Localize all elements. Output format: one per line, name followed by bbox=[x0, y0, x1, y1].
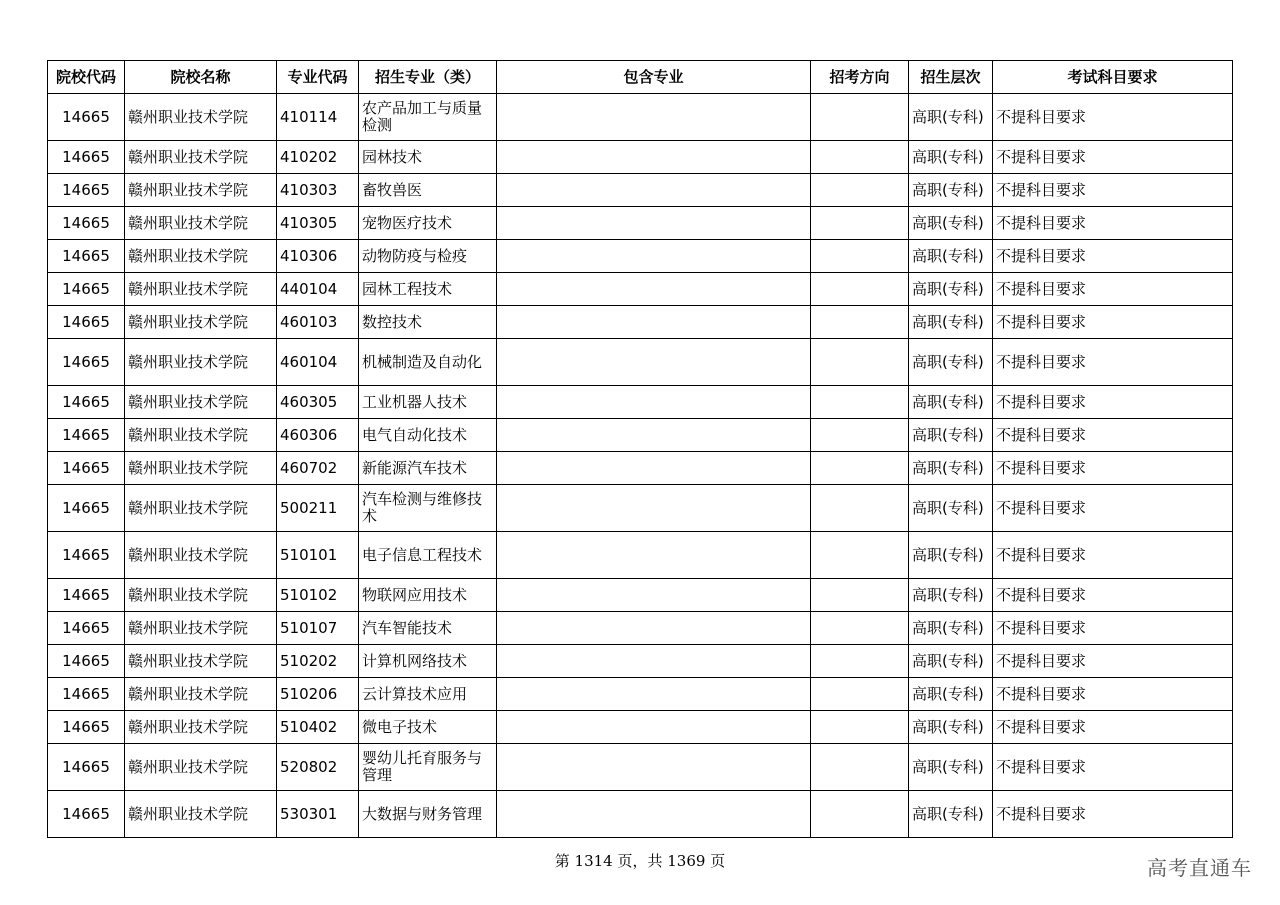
cell-school-code: 14665 bbox=[48, 791, 125, 838]
cell-included-majors bbox=[497, 419, 811, 452]
table-row bbox=[48, 612, 1233, 645]
cell-direction bbox=[811, 419, 909, 452]
cell-level: 高职(专科) bbox=[909, 711, 993, 744]
cell-direction bbox=[811, 678, 909, 711]
cell-major-code: 410303 bbox=[277, 174, 359, 207]
header-school-code: 院校代码 bbox=[48, 61, 125, 94]
cell-level: 高职(专科) bbox=[909, 744, 993, 791]
cell-school-name: 赣州职业技术学院 bbox=[125, 386, 277, 419]
cell-major: 婴幼儿托育服务与管理 bbox=[359, 744, 497, 791]
table-row bbox=[48, 579, 1233, 612]
table-row bbox=[48, 207, 1233, 240]
cell-major: 新能源汽车技术 bbox=[359, 452, 497, 485]
cell-major-code: 410306 bbox=[277, 240, 359, 273]
cell-school-code: 14665 bbox=[48, 452, 125, 485]
cell-requirement: 不提科目要求 bbox=[993, 306, 1233, 339]
cell-major: 电子信息工程技术 bbox=[359, 532, 497, 579]
cell-school-code: 14665 bbox=[48, 306, 125, 339]
cell-requirement: 不提科目要求 bbox=[993, 744, 1233, 791]
cell-included-majors bbox=[497, 678, 811, 711]
cell-major: 物联网应用技术 bbox=[359, 579, 497, 612]
cell-included-majors bbox=[497, 240, 811, 273]
cell-major: 数控技术 bbox=[359, 306, 497, 339]
cell-school-name: 赣州职业技术学院 bbox=[125, 174, 277, 207]
cell-major: 园林技术 bbox=[359, 141, 497, 174]
table-row bbox=[48, 94, 1233, 141]
cell-level: 高职(专科) bbox=[909, 645, 993, 678]
table-row bbox=[48, 174, 1233, 207]
table-header-row bbox=[48, 61, 1233, 94]
table-row bbox=[48, 645, 1233, 678]
cell-major-code: 460306 bbox=[277, 419, 359, 452]
cell-direction bbox=[811, 141, 909, 174]
cell-direction bbox=[811, 645, 909, 678]
cell-major: 汽车检测与维修技术 bbox=[359, 485, 497, 532]
cell-direction bbox=[811, 386, 909, 419]
cell-included-majors bbox=[497, 94, 811, 141]
cell-school-name: 赣州职业技术学院 bbox=[125, 94, 277, 141]
cell-school-name: 赣州职业技术学院 bbox=[125, 532, 277, 579]
cell-level: 高职(专科) bbox=[909, 452, 993, 485]
cell-requirement: 不提科目要求 bbox=[993, 678, 1233, 711]
cell-major-code: 510202 bbox=[277, 645, 359, 678]
cell-major: 工业机器人技术 bbox=[359, 386, 497, 419]
table-row bbox=[48, 678, 1233, 711]
cell-included-majors bbox=[497, 207, 811, 240]
cell-included-majors bbox=[497, 711, 811, 744]
cell-major-code: 440104 bbox=[277, 273, 359, 306]
cell-level: 高职(专科) bbox=[909, 94, 993, 141]
cell-school-code: 14665 bbox=[48, 141, 125, 174]
cell-school-name: 赣州职业技术学院 bbox=[125, 744, 277, 791]
cell-school-name: 赣州职业技术学院 bbox=[125, 579, 277, 612]
header-level: 招生层次 bbox=[909, 61, 993, 94]
cell-major: 大数据与财务管理 bbox=[359, 791, 497, 838]
cell-major: 计算机网络技术 bbox=[359, 645, 497, 678]
cell-level: 高职(专科) bbox=[909, 306, 993, 339]
cell-school-code: 14665 bbox=[48, 711, 125, 744]
table-body bbox=[48, 94, 1233, 838]
cell-requirement: 不提科目要求 bbox=[993, 94, 1233, 141]
cell-level: 高职(专科) bbox=[909, 273, 993, 306]
cell-included-majors bbox=[497, 791, 811, 838]
cell-level: 高职(专科) bbox=[909, 791, 993, 838]
cell-school-code: 14665 bbox=[48, 532, 125, 579]
cell-school-name: 赣州职业技术学院 bbox=[125, 645, 277, 678]
cell-level: 高职(专科) bbox=[909, 485, 993, 532]
cell-level: 高职(专科) bbox=[909, 579, 993, 612]
table-row bbox=[48, 339, 1233, 386]
cell-school-name: 赣州职业技术学院 bbox=[125, 306, 277, 339]
cell-major: 微电子技术 bbox=[359, 711, 497, 744]
cell-requirement: 不提科目要求 bbox=[993, 207, 1233, 240]
cell-requirement: 不提科目要求 bbox=[993, 579, 1233, 612]
cell-direction bbox=[811, 94, 909, 141]
table-row bbox=[48, 791, 1233, 838]
cell-included-majors bbox=[497, 579, 811, 612]
cell-school-code: 14665 bbox=[48, 744, 125, 791]
cell-level: 高职(专科) bbox=[909, 339, 993, 386]
cell-school-name: 赣州职业技术学院 bbox=[125, 612, 277, 645]
cell-included-majors bbox=[497, 386, 811, 419]
cell-school-name: 赣州职业技术学院 bbox=[125, 419, 277, 452]
cell-major-code: 530301 bbox=[277, 791, 359, 838]
cell-requirement: 不提科目要求 bbox=[993, 645, 1233, 678]
cell-included-majors bbox=[497, 744, 811, 791]
cell-direction bbox=[811, 711, 909, 744]
cell-direction bbox=[811, 273, 909, 306]
cell-included-majors bbox=[497, 273, 811, 306]
cell-school-code: 14665 bbox=[48, 174, 125, 207]
cell-requirement: 不提科目要求 bbox=[993, 791, 1233, 838]
table-row bbox=[48, 744, 1233, 791]
cell-direction bbox=[811, 612, 909, 645]
cell-school-name: 赣州职业技术学院 bbox=[125, 207, 277, 240]
admissions-table bbox=[47, 60, 1233, 838]
cell-school-name: 赣州职业技术学院 bbox=[125, 273, 277, 306]
cell-requirement: 不提科目要求 bbox=[993, 174, 1233, 207]
cell-requirement: 不提科目要求 bbox=[993, 532, 1233, 579]
cell-included-majors bbox=[497, 532, 811, 579]
cell-school-name: 赣州职业技术学院 bbox=[125, 339, 277, 386]
cell-requirement: 不提科目要求 bbox=[993, 711, 1233, 744]
cell-direction bbox=[811, 452, 909, 485]
header-included-majors: 包含专业 bbox=[497, 61, 811, 94]
cell-major-code: 510206 bbox=[277, 678, 359, 711]
cell-major: 汽车智能技术 bbox=[359, 612, 497, 645]
cell-level: 高职(专科) bbox=[909, 207, 993, 240]
cell-direction bbox=[811, 579, 909, 612]
cell-direction bbox=[811, 339, 909, 386]
cell-included-majors bbox=[497, 452, 811, 485]
cell-school-code: 14665 bbox=[48, 419, 125, 452]
cell-direction bbox=[811, 532, 909, 579]
cell-direction bbox=[811, 240, 909, 273]
cell-level: 高职(专科) bbox=[909, 141, 993, 174]
cell-level: 高职(专科) bbox=[909, 386, 993, 419]
cell-school-code: 14665 bbox=[48, 207, 125, 240]
table-row bbox=[48, 141, 1233, 174]
cell-included-majors bbox=[497, 306, 811, 339]
cell-direction bbox=[811, 744, 909, 791]
cell-major-code: 460702 bbox=[277, 452, 359, 485]
cell-school-code: 14665 bbox=[48, 612, 125, 645]
cell-major: 电气自动化技术 bbox=[359, 419, 497, 452]
cell-school-code: 14665 bbox=[48, 339, 125, 386]
cell-major: 宠物医疗技术 bbox=[359, 207, 497, 240]
cell-requirement: 不提科目要求 bbox=[993, 612, 1233, 645]
header-direction: 招考方向 bbox=[811, 61, 909, 94]
cell-requirement: 不提科目要求 bbox=[993, 485, 1233, 532]
cell-major: 机械制造及自动化 bbox=[359, 339, 497, 386]
cell-included-majors bbox=[497, 174, 811, 207]
header-major-code: 专业代码 bbox=[277, 61, 359, 94]
cell-school-name: 赣州职业技术学院 bbox=[125, 141, 277, 174]
cell-direction bbox=[811, 306, 909, 339]
table-row bbox=[48, 532, 1233, 579]
cell-major-code: 410305 bbox=[277, 207, 359, 240]
cell-major: 云计算技术应用 bbox=[359, 678, 497, 711]
cell-school-code: 14665 bbox=[48, 678, 125, 711]
cell-major: 动物防疫与检疫 bbox=[359, 240, 497, 273]
cell-school-name: 赣州职业技术学院 bbox=[125, 240, 277, 273]
cell-level: 高职(专科) bbox=[909, 419, 993, 452]
cell-requirement: 不提科目要求 bbox=[993, 339, 1233, 386]
cell-major-code: 410114 bbox=[277, 94, 359, 141]
cell-requirement: 不提科目要求 bbox=[993, 240, 1233, 273]
cell-school-name: 赣州职业技术学院 bbox=[125, 452, 277, 485]
cell-direction bbox=[811, 485, 909, 532]
cell-school-code: 14665 bbox=[48, 94, 125, 141]
cell-major-code: 510102 bbox=[277, 579, 359, 612]
table-row bbox=[48, 452, 1233, 485]
cell-school-code: 14665 bbox=[48, 645, 125, 678]
cell-major-code: 500211 bbox=[277, 485, 359, 532]
cell-requirement: 不提科目要求 bbox=[993, 452, 1233, 485]
cell-included-majors bbox=[497, 612, 811, 645]
cell-school-name: 赣州职业技术学院 bbox=[125, 791, 277, 838]
cell-included-majors bbox=[497, 339, 811, 386]
cell-major-code: 410202 bbox=[277, 141, 359, 174]
cell-direction bbox=[811, 791, 909, 838]
cell-school-name: 赣州职业技术学院 bbox=[125, 711, 277, 744]
cell-school-name: 赣州职业技术学院 bbox=[125, 678, 277, 711]
page-footer: 第 1314 页，共 1369 页 bbox=[554, 852, 726, 870]
cell-major-code: 460104 bbox=[277, 339, 359, 386]
cell-requirement: 不提科目要求 bbox=[993, 419, 1233, 452]
cell-level: 高职(专科) bbox=[909, 612, 993, 645]
cell-major-code: 510107 bbox=[277, 612, 359, 645]
cell-major: 畜牧兽医 bbox=[359, 174, 497, 207]
cell-requirement: 不提科目要求 bbox=[993, 273, 1233, 306]
cell-major-code: 510402 bbox=[277, 711, 359, 744]
header-requirement: 考试科目要求 bbox=[993, 61, 1233, 94]
cell-school-code: 14665 bbox=[48, 579, 125, 612]
cell-school-code: 14665 bbox=[48, 386, 125, 419]
cell-major: 园林工程技术 bbox=[359, 273, 497, 306]
table-row bbox=[48, 273, 1233, 306]
table-row bbox=[48, 711, 1233, 744]
cell-direction bbox=[811, 207, 909, 240]
cell-major-code: 510101 bbox=[277, 532, 359, 579]
cell-school-code: 14665 bbox=[48, 485, 125, 532]
header-school-name: 院校名称 bbox=[125, 61, 277, 94]
cell-included-majors bbox=[497, 485, 811, 532]
cell-direction bbox=[811, 174, 909, 207]
table-row bbox=[48, 240, 1233, 273]
cell-included-majors bbox=[497, 141, 811, 174]
cell-level: 高职(专科) bbox=[909, 174, 993, 207]
cell-major-code: 460305 bbox=[277, 386, 359, 419]
cell-major-code: 460103 bbox=[277, 306, 359, 339]
cell-major: 农产品加工与质量检测 bbox=[359, 94, 497, 141]
cell-major-code: 520802 bbox=[277, 744, 359, 791]
cell-school-code: 14665 bbox=[48, 273, 125, 306]
table-row bbox=[48, 386, 1233, 419]
watermark: 高考直通车 bbox=[1147, 856, 1252, 880]
table-row bbox=[48, 485, 1233, 532]
cell-requirement: 不提科目要求 bbox=[993, 141, 1233, 174]
cell-requirement: 不提科目要求 bbox=[993, 386, 1233, 419]
cell-level: 高职(专科) bbox=[909, 678, 993, 711]
header-major: 招生专业（类） bbox=[359, 61, 497, 94]
cell-level: 高职(专科) bbox=[909, 240, 993, 273]
table-row bbox=[48, 306, 1233, 339]
cell-level: 高职(专科) bbox=[909, 532, 993, 579]
table-row bbox=[48, 419, 1233, 452]
cell-school-name: 赣州职业技术学院 bbox=[125, 485, 277, 532]
cell-included-majors bbox=[497, 645, 811, 678]
cell-school-code: 14665 bbox=[48, 240, 125, 273]
